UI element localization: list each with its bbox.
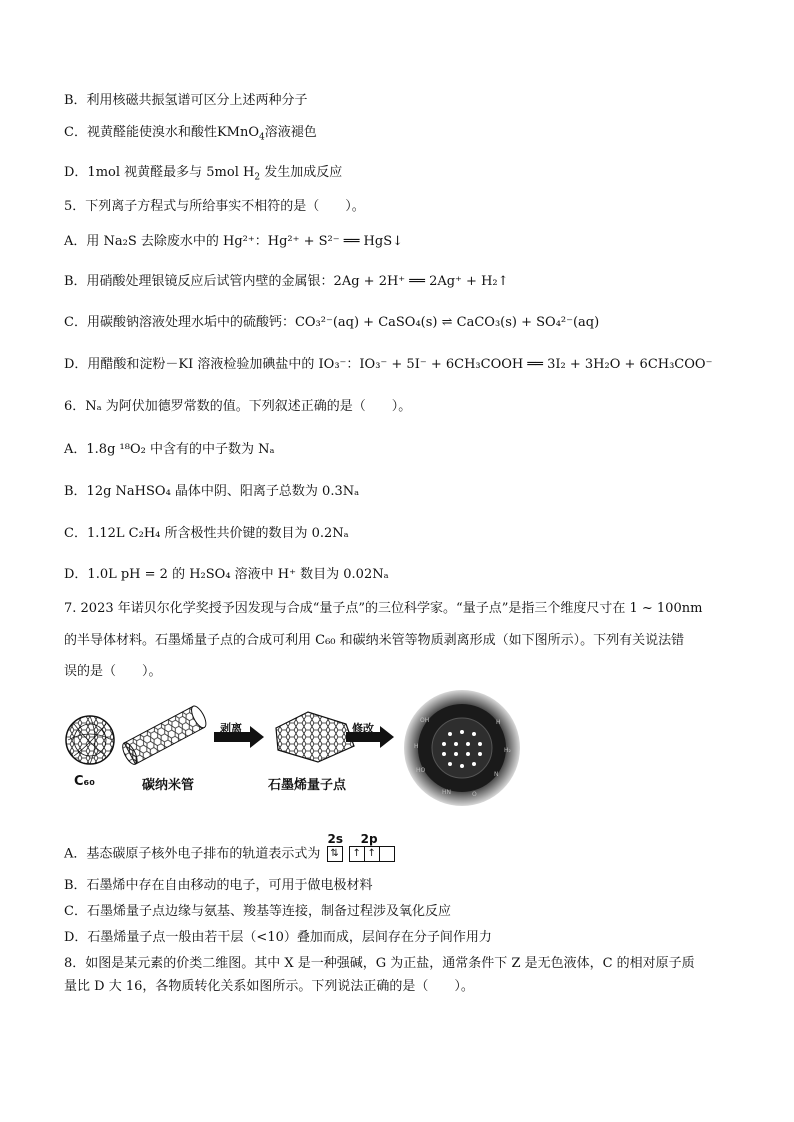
- q6-option-d: D．1.0L pH = 2 的 H₂SO₄ 溶液中 H⁺ 数目为 0.02Nₐ: [64, 567, 389, 582]
- svg-text:OH: OH: [420, 717, 430, 724]
- q4-option-b: B．利用核磁共振氢谱可区分上述两种分子: [64, 93, 308, 108]
- label-modify: 修改: [352, 722, 374, 735]
- svg-text:H₂: H₂: [504, 747, 511, 754]
- orbital-diagram-2p: [349, 832, 395, 863]
- svg-text:H: H: [414, 743, 419, 750]
- c60-molecule: [66, 716, 114, 764]
- svg-text:HO: HO: [416, 767, 426, 774]
- carbon-nanotube: [120, 704, 209, 767]
- q5-stem: 5．下列离子方程式与所给事实不相符的是（ ）。: [64, 199, 365, 214]
- svg-text:HN: HN: [442, 789, 451, 796]
- graphene-quantum-dot-sheet: [276, 712, 354, 762]
- q4-option-d-post: 发生加成反应: [260, 165, 343, 180]
- q4-option-c-post: 溶液褪色: [264, 125, 317, 140]
- orbital-label-2p: 2p: [360, 832, 378, 846]
- q6-stem: 6．Nₐ 为阿伏加德罗常数的值。下列叙述正确的是（ ）。: [64, 399, 412, 414]
- q5-option-a: A．用 Na₂S 去除废水中的 Hg²⁺：Hg²⁺ + S²⁻ ══ HgS↓: [64, 234, 404, 249]
- q4-option-c-text: C．视黄醛能使溴水和酸性: [64, 125, 217, 140]
- orbital-box-2s: ⇅: [327, 846, 343, 862]
- q7-figure: [64, 688, 544, 818]
- q8-stem-line2: 量比 D 大 16，各物质转化关系如图所示。下列说法正确的是（ ）。: [64, 979, 474, 994]
- q7-option-d: D．石墨烯量子点一般由若干层（<10）叠加而成，层间存在分子间作用力: [64, 930, 492, 945]
- label-exfoliate: 剥离: [220, 722, 242, 735]
- q4-option-c-formula: KMnO: [216, 125, 260, 140]
- q4-option-d: [64, 164, 342, 187]
- q4-option-d-text: D．1mol 视黄醛最多与 5mol H: [64, 165, 255, 180]
- orbital-box-2p-3: [380, 846, 395, 862]
- orbital-box-2p-1: ↑: [349, 846, 365, 862]
- q8-stem-line1: 8．如图是某元素的价类二维图。其中 X 是一种强碱，G 为正盐，通常条件下 Z 是无色液体，C 的相对原子质: [64, 956, 695, 971]
- orbital-box-2p-2: ↑: [365, 846, 380, 862]
- q7-option-a-text: A．基态碳原子核外电子排布的轨道表示式为: [64, 846, 321, 862]
- q5-option-c: C．用碳酸钠溶液处理水垢中的硫酸钙：CO₃²⁻(aq) + CaSO₄(s) ⇌ CaCO₃(s) + SO₄²⁻(aq): [64, 315, 600, 330]
- svg-text:H: H: [496, 719, 501, 726]
- q6-option-c: C．1.12L C₂H₄ 所含极性共价键的数目为 0.2Nₐ: [64, 526, 349, 541]
- svg-text:N: N: [494, 771, 499, 778]
- q7-stem-line2: 的半导体材料。石墨烯量子点的合成可利用 C₆₀ 和碳纳米管等物质剥离形成（如下图所示）。下列有关说法错: [64, 633, 685, 648]
- svg-text:O: O: [472, 791, 477, 798]
- q6-option-a: A．1.8g ¹⁸O₂ 中含有的中子数为 Nₐ: [64, 442, 275, 457]
- q4-option-c: [64, 124, 317, 147]
- q7-stem-line3: 误的是（ ）。: [64, 664, 162, 679]
- orbital-label-2s: 2s: [327, 832, 344, 846]
- q7-option-a: [64, 832, 395, 864]
- q7-stem-line1: 7. 2023 年诺贝尔化学奖授予因发现与合成“量子点”的三位科学家。“量子点”是指三个维度尺寸在 1 ~ 100nm: [64, 601, 703, 616]
- q5-option-b: B．用硝酸处理银镜反应后试管内壁的金属银：2Ag + 2H⁺ ══ 2Ag⁺ + H₂↑: [64, 274, 509, 289]
- q7-figure-svg: [64, 688, 544, 818]
- orbital-diagram-2s: [327, 832, 344, 863]
- caption-c60: C₆₀: [74, 774, 95, 789]
- q4-option-d-sub: 2: [254, 172, 261, 183]
- q6-option-b: B．12g NaHSO₄ 晶体中阴、阳离子总数为 0.3Nₐ: [64, 484, 360, 499]
- caption-nanotube: 碳纳米管: [142, 778, 195, 793]
- caption-graphene: 石墨烯量子点: [268, 778, 347, 793]
- q4-option-c-sub: 4: [259, 132, 265, 143]
- q7-option-b: B．石墨烯中存在自由移动的电子，可用于做电极材料: [64, 878, 373, 893]
- modified-quantum-dot: [404, 690, 520, 806]
- q5-option-d: D．用醋酸和淀粉－KI 溶液检验加碘盐中的 IO₃⁻：IO₃⁻ + 5I⁻ + 6CH₃COOH ══ 3I₂ + 3H₂O + 6CH₃COO⁻: [64, 357, 713, 372]
- q7-option-c: C．石墨烯量子点边缘与氨基、羧基等连接，制备过程涉及氧化反应: [64, 904, 451, 919]
